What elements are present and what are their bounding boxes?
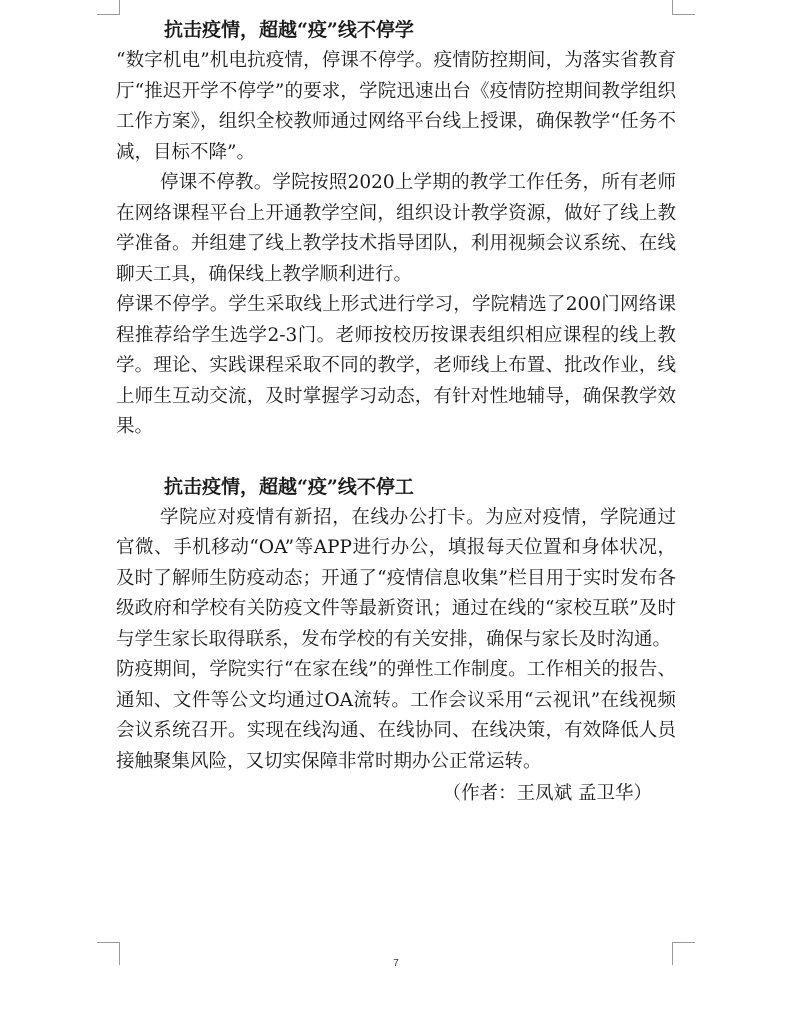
paragraph: “数字机电”机电抗疫情，停课不停学。疫情防控期间，为落实省教育厅“推迟开学不停学”的要求，学院迅速出台《疫情防控期间教学组织工作方案》，组织全校教师通过网络平台线上授课，确保教学“任务不减，目标不降”。 xyxy=(116,50,676,163)
author-credit: （作者：王凤斌 孟卫华） xyxy=(442,783,652,804)
paragraph: 防疫期间，学院实行“在家在线”的弹性工作制度。工作相关的报告、通知、文件等公文均通过OA流转。工作会议采用“云视讯”在线视频会议系统召开。实现在线沟通、在线协同、在线决策，有效降低人员接触聚集风险，又切实保障非常时期办公正常运转。 xyxy=(116,659,676,772)
paragraph: 停课不停教。学院按照2020上学期的教学工作任务，所有老师在网络课程平台上开通教学空间，组织设计教学资源，做好了线上教学准备。并组建了线上教学技术指导团队，利用视频会议系统、在线聊天工具，确保线上教学顺利进行。 xyxy=(116,172,676,285)
crop-mark-top-left xyxy=(97,0,120,15)
crop-mark-top-right xyxy=(672,0,695,15)
document-body xyxy=(116,14,676,810)
section-spacer xyxy=(116,443,676,471)
paragraph: 停课不停学。学生采取线上形式进行学习，学院精选了200门网络课程推荐给学生选学2-3门。老师按校历按课表组织相应课程的线上教学。理论、实践课程采取不同的教学，老师线上布置、批改作业，线上师生互动交流，及时掌握学习动态，有针对性地辅导，确保教学效果。 xyxy=(116,294,676,437)
paragraph: 学院应对疫情有新招，在线办公打卡。为应对疫情，学院通过官微、手机移动“OA”等APP进行办公，填报每天位置和身体状况，及时了解师生防疫动态；开通了“疫情信息收集”栏目用于实时发布各级政府和学校有关防疫文件等最新资讯；通过在线的“家校互联”及时与学生家长取得联系，发布学校的有关安排，确保与家长及时沟通。 xyxy=(116,506,676,650)
page-number: 7 xyxy=(393,958,399,969)
section-heading-work: 抗击疫情，超越“疫”线不停工 xyxy=(164,475,414,498)
section-heading-study: 抗击疫情，超越“疫”线不停学 xyxy=(164,19,414,41)
